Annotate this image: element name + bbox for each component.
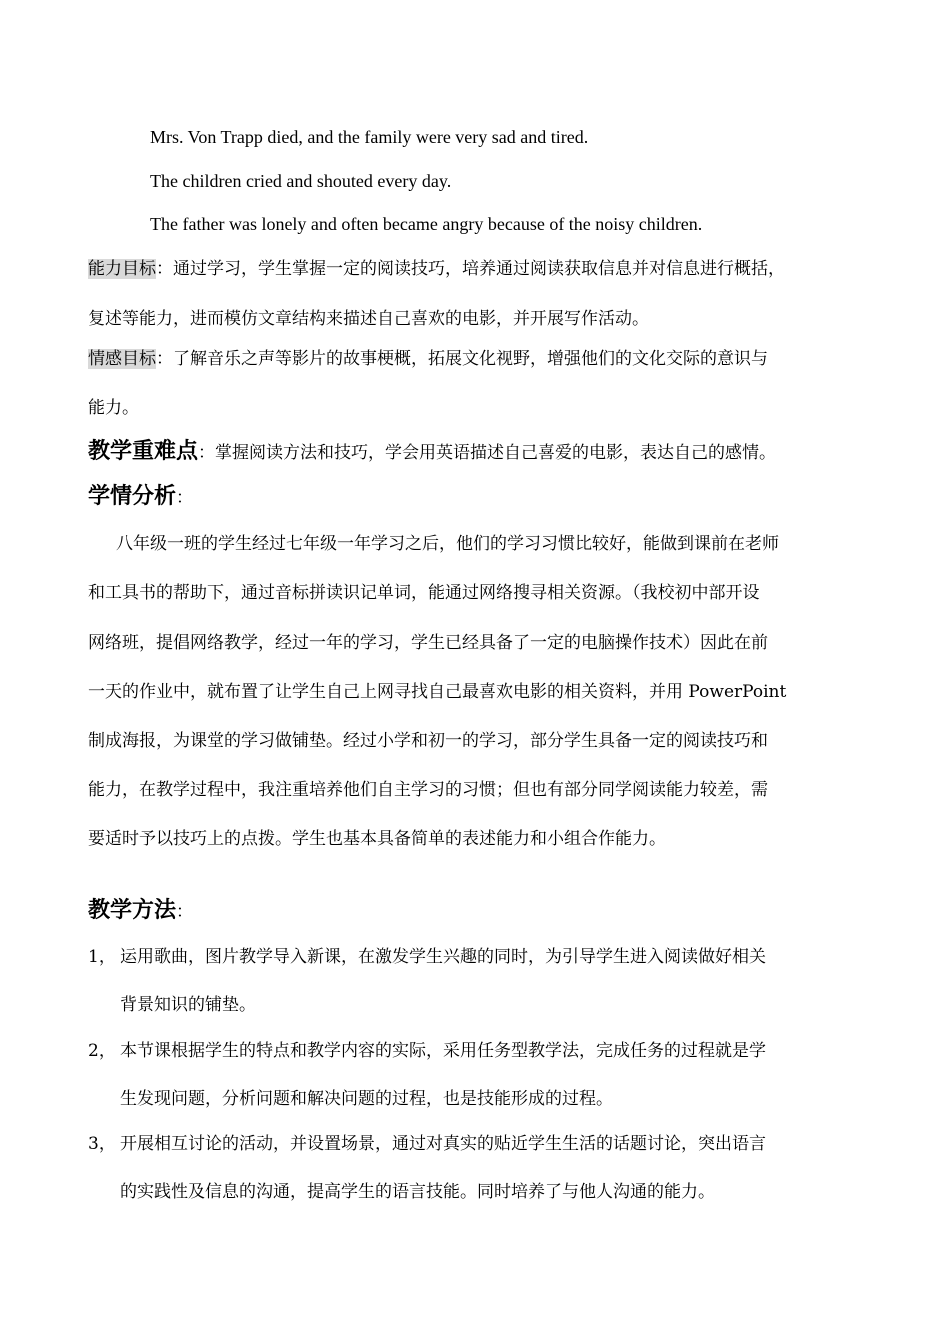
analysis-line-2: 和工具书的帮助下，通过音标拼读识记单词，能通过网络搜寻相关资源。（我校初中部开设 [88,583,760,603]
method-item-1-line-1: 运用歌曲，图片教学导入新课，在激发学生兴趣的同时，为引导学生进入阅读做好相关 [120,947,766,967]
ability-goal-text-1: ：通过学习，学生掌握一定的阅读技巧，培养通过阅读获取信息并对信息进行概括， [156,259,785,279]
ability-goal-line-2: 复述等能力，进而模仿文章结构来描述自己喜欢的电影，并开展写作活动。 [88,309,649,329]
method-item-1-line-2: 背景知识的铺垫。 [120,995,256,1015]
analysis-line-1: 八年级一班的学生经过七年级一年学习之后，他们的学习习惯比较好，能做到课前在老师 [116,534,779,554]
method-item-2-line-1: 本节课根据学生的特点和教学内容的实际，采用任务型教学法，完成任务的过程就是学 [120,1041,766,1061]
analysis-line-4: 一天的作业中，就布置了让学生自己上网寻找自己最喜欢电影的相关资料，并用 PowerPoint [88,682,787,702]
method-item-3-line-2: 的实践性及信息的沟通，提高学生的语言技能。同时培养了与他人沟通的能力。 [120,1182,715,1202]
analysis-line-7: 要适时予以技巧上的点拨。学生也基本具备简单的表述能力和小组合作能力。 [88,829,666,849]
analysis-heading: 学情分析 [88,484,177,509]
method-item-2-num: 2， [88,1041,116,1061]
method-item-3-num: 3， [88,1134,116,1154]
methods-heading-line [88,897,870,926]
method-item-3-line-1: 开展相互讨论的活动，并设置场景，通过对真实的贴近学生生活的话题讨论，突出语言 [120,1134,766,1154]
analysis-heading-colon: ： [176,488,194,508]
key-points-text: ：掌握阅读方法和技巧，学会用英语描述自己喜爱的电影，表达自己的感情。 [198,443,777,463]
emotion-goal-line-1 [88,348,870,370]
key-points-line [88,438,870,467]
key-points-heading: 教学重难点 [88,439,199,464]
ability-goal-label: 能力目标 [88,259,156,279]
emotion-goal-text-1: ：了解音乐之声等影片的故事梗概，拓展文化视野，增强他们的文化交际的意识与 [156,349,768,369]
methods-heading: 教学方法 [88,898,177,923]
analysis-heading-line [88,483,870,512]
method-item-1-num: 1， [88,947,116,967]
story-line-3: The father was lonely and often became angry because of the noisy children. [150,214,703,234]
emotion-goal-label: 情感目标 [88,349,156,369]
emotion-goal-line-2: 能力。 [88,398,139,418]
story-line-2: The children cried and shouted every day. [150,171,452,191]
analysis-line-3: 网络班，提倡网络教学，经过一年的学习，学生已经具备了一定的电脑操作技术）因此在前 [88,633,768,653]
analysis-line-6: 能力，在教学过程中，我注重培养他们自主学习的习惯；但也有部分同学阅读能力较差，需 [88,780,768,800]
method-item-2-line-2: 生发现问题，分析问题和解决问题的过程，也是技能形成的过程。 [120,1089,613,1109]
story-line-1: Mrs. Von Trapp died, and the family were very sad and tired. [150,127,589,147]
ability-goal-line-1 [88,258,870,280]
analysis-line-5: 制成海报，为课堂的学习做铺垫。经过小学和初一的学习，部分学生具备一定的阅读技巧和 [88,731,768,751]
methods-heading-colon: ： [176,902,194,922]
